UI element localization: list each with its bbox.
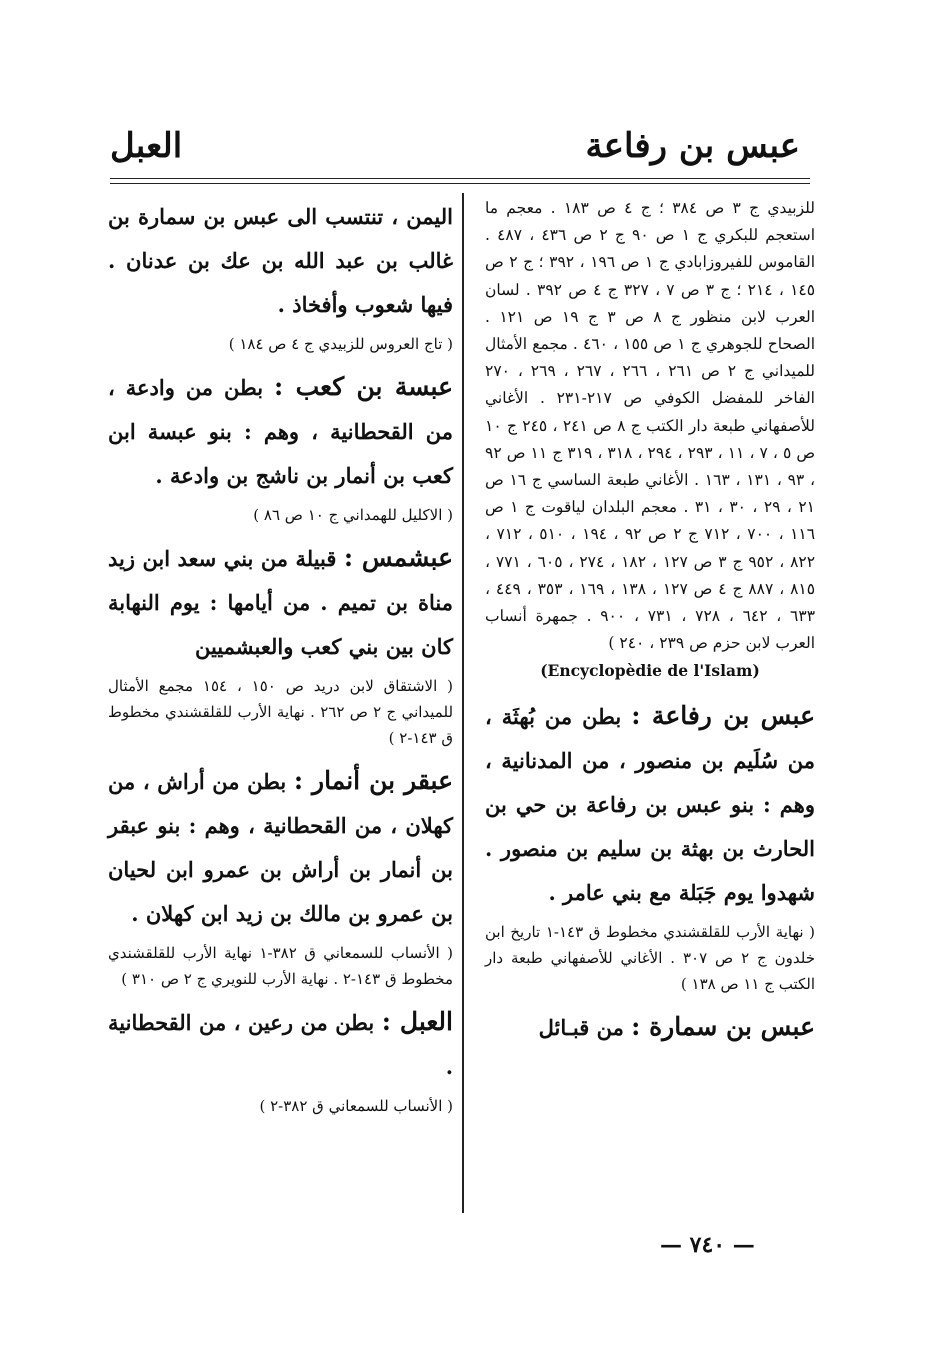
entry-continuation: اليمن ، تنتسب الى عبس بن سمارة بن غالب بن عبد الله بن عك بن عدنان . فيها شعوب وأفخاذ .: [108, 204, 453, 317]
entry-reference: ( الاكليل للهمداني ج ١٠ ص ٨٦ ): [253, 506, 453, 524]
entry-body: بطن من وادعة ، من القحطانية ، وهم : بنو عبسة ابن كعب بن أنمار بن ناشج بن وادعة .: [108, 375, 453, 488]
left-column: [108, 195, 453, 1127]
header-rule-top: [110, 178, 810, 179]
references-continued: للزبيدي ج ٣ ص ٣٨٤ ؛ ج ٤ ص ١٨٣ . معجم ما استعجم للبكري ج ١ ص ٩٠ ج ٢ ص ٤٣٦ ، ٤٨٧ . القاموس للفيروزابادي ج ١ ص ١٩٦ ، ٣٩٢ ؛ ج ٢ ص ١٤٥ ، ٢١٤ ؛ ج ٣ ص ٧ ، ٣٢٧ ج ٤ ص ٣٩٢ . لسان العرب لابن منظور ج ٨ ص ٣ ج ١٩ ص ١٢١ . الصحاح للجوهري ج ١ ص ١٥٥ ، ٤٦٠ . مجمع الأمثال للميداني ج ٢ ص ٢٦١ ، ٢٦٦ ، ٢٦٧ ، ٢٦٩ ، ٢٧٠ الفاخر للمفضل الكوفي ص ٢١٧-٢٣١ . الأغاني للأصفهاني طبعة دار الكتب ج ٨ ص ٢٤١ ، ٢٤٥ ج ١٠ ص ٥ ، ٧ ، ١١ ، ٢٩٣ ، ٢٩٤ ، ٣١٨ ، ٣١٩ ج ١١ ص ٩٢ ، ٩٣ ، ١٣١ ، ١٦٣ . الأغاني طبعة الساسي ج ١٦ ص ٢١ ، ٢٩ ، ٣٠ ، ٣١ . معجم البلدان لياقوت ج ١ ص ١١٦ ، ٧٠٠ ، ٧١٢ ج ٢ ص ٩٢ ، ١٩٤ ، ٥١٠ ، ٧١٢ ، ٨٢٢ ، ٩٥٢ ج ٣ ص ١٢٧ ، ١٨٢ ، ٢٧٤ ، ٦٠٥ ، ٧٧١ ، ٨١٥ ، ٨٨٧ ج ٤ ص ١٢٧ ، ١٣٨ ، ١٦٩ ، ٣٥٣ ، ٤٤٩ ، ٦٣٣ ، ٦٤٢ ، ٧٢٨ ، ٧٣١ ، ٩٠٠ . جمهرة أنساب العرب لابن حزم ص ٢٣٩ ، ٢٤٠ ): [485, 199, 816, 653]
entry-reference: ( الأنساب للسمعاني ق ٣٨٢-٢ ): [259, 1097, 453, 1115]
entry-absa-bin-kaab: [108, 365, 453, 498]
entry-body: من قبـائل: [538, 1015, 624, 1041]
encyclopedia-citation: (Encyclopèdie de l'Islam): [540, 661, 760, 681]
entry-body: قبيلة من بني سعد ابن زيد مناة بن تميم . من أيامها : يوم النهابة كان بين بني كعب والعبشميين: [108, 546, 453, 659]
entry-title: عبقر بن أنمار :: [293, 766, 454, 795]
entry-title: العبل :: [381, 1007, 453, 1036]
entry-abs-bin-samara: [485, 1005, 815, 1050]
entry-abqar-bin-anmar: [108, 759, 453, 936]
entry-reference: ( الاشتقاق لابن دريد ص ١٥٠ ، ١٥٤ مجمع الأمثال للميداني ج ٢ ص ٢٦٢ . نهاية الأرب للقلقشندي مخطوط ق ١٤٣-٢ ): [108, 677, 454, 747]
entry-body: بطن من رعين ، من القحطانية .: [108, 1010, 453, 1079]
entry-title: عبشمس :: [343, 543, 453, 572]
entry-reference: ( نهاية الأرب للقلقشندي مخطوط ق ١٤٣-١ تاريخ ابن خلدون ج ٢ ص ٣٠٧ . الأغاني للأصفهاني طبعة دار الكتب ج ١١ ص ١٣٨ ): [485, 923, 816, 994]
right-column: [485, 195, 815, 1050]
header-rule-bottom: [110, 183, 810, 184]
running-head-left: العبل: [110, 126, 183, 166]
entry-body: بطن من أراش ، من كهلان ، من القحطانية ، وهم : بنو عبقر بن أنمار بن أراش بن عمرو ابن لحيان بن عمرو بن مالك بن زيد ابن كهلان .: [108, 769, 453, 926]
running-head-right: عبس بن رفاعة: [585, 126, 800, 166]
entry-title: عبس بن سمارة :: [631, 1012, 815, 1042]
page-header: [110, 118, 800, 178]
entry-abshams: [108, 536, 453, 669]
entry-reference: ( الأنساب للسمعاني ق ٣٨٢-١ نهاية الأرب للقلقشندي مخطوط ق ١٤٣-٢ . نهاية الأرب للنويري ج ٢ ص ٣١٠ ): [108, 944, 454, 988]
entry-body: بطن من بُهثَة ، من سُلَيم بن منصور ، من المدنانية ، وهم : بنو عبس بن رفاعة بن حي بن الحارث بن بهثة بن سليم بن منصور . شهدوا يوم جَبَلة مع بني عامر .: [485, 704, 815, 906]
column-divider: [462, 193, 464, 1213]
entry-title: عبسة بن كعب :: [274, 372, 454, 401]
entry-title: عبس بن رفاعة :: [631, 701, 816, 731]
entry-abs-bin-rifaa: [485, 694, 815, 915]
entry-al-abal: [108, 1000, 453, 1089]
page-number: — ٧٤٠ —: [660, 1232, 755, 1258]
entry-reference: ( تاج العروس للزبيدي ج ٤ ص ١٨٤ ): [228, 335, 453, 353]
